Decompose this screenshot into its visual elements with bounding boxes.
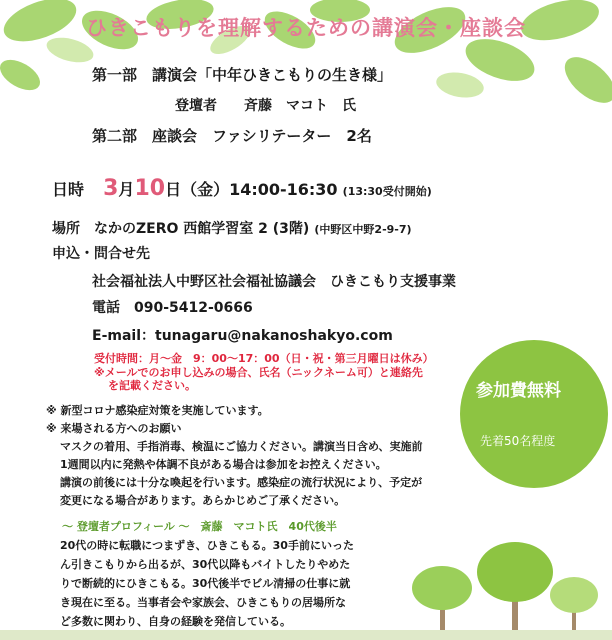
contact-label: 申込・問合せ先 (52, 246, 150, 262)
date-label: 日時 (52, 180, 85, 199)
covid-text: 新型コロナ感染症対策を実施しています。 (60, 404, 269, 417)
phone-number: 電話 090-5412-0666 (92, 300, 253, 316)
part2-text: 第二部 座談会 ファシリテーター 2名 (92, 127, 372, 145)
email-address[interactable]: E-mail：tunagaru@nakanoshakyo.com (92, 328, 393, 344)
date-rest: 日（金）14:00-16:30 (165, 180, 338, 199)
visitor-note (46, 420, 182, 436)
date-line (52, 176, 432, 201)
mail-note-1: ※メールでのお申し込みの場合、氏名（ニックネーム可）と連絡先 (94, 366, 423, 379)
capacity-text: 先着50名程度 (480, 434, 556, 448)
part1-text: 第一部 講演会「中年ひきこもりの生き様」 (92, 66, 393, 84)
trees-decoration (400, 540, 612, 640)
mail-note-2: を記載ください。 (108, 379, 196, 392)
visitor-line: 1週間以内に発熱や体調不良がある場合は参加をお控えください。 (60, 458, 387, 471)
profile-heading: 〜 登壇者プロフィール 〜 斎藤 マコト氏 40代後半 (62, 520, 337, 533)
profile-line: ど多数に関わり、自身の経験を発信している。 (60, 615, 291, 628)
venue-text: 場所 なかのZERO 西館学習室 2 (3階) (52, 221, 310, 237)
speaker-name: 斉藤 マコト 氏 (244, 98, 356, 114)
speaker-label: 登壇者 (175, 98, 217, 114)
page-title: ひきこもりを理解するための講演会・座談会 (86, 16, 526, 40)
profile-line: き現在に至る。当事者会や家族会、ひきこもりの居場所な (60, 596, 346, 609)
profile-line: りで断続的にひきこもる。30代後半でビル清掃の仕事に就 (60, 577, 351, 590)
fee-text: 参加費無料 (476, 381, 561, 401)
note-bullet-icon: ※ (46, 422, 57, 435)
ground-strip (0, 630, 612, 640)
profile-line: 20代の時に転職につまずき、ひきこもる。30手前にいった (60, 539, 354, 552)
date-day: 10 (134, 176, 166, 201)
visitor-line: 変更になる場合があります。あらかじめご了承ください。 (60, 494, 346, 507)
fee-circle (460, 340, 608, 488)
visitor-line: 講演の前後には十分な喚起を行います。感染症の流行状況により、予定が (60, 476, 423, 489)
visitor-line: マスクの着用、手指消毒、検温にご協力ください。講演当日含め、実施前 (60, 440, 423, 453)
profile-line: ん引きこもりから出るが、30代以降もバイトしたりやめた (60, 558, 351, 571)
date-month-unit: 月 (118, 180, 135, 199)
note-bullet-icon: ※ (46, 404, 57, 417)
venue-note: (中野区中野2-9-7) (314, 223, 412, 236)
hours-text: 受付時間：月〜金 9：00〜17：00（日・祝・第三月曜日は休み） (94, 352, 434, 365)
date-month: 3 (103, 176, 119, 201)
visitor-label: 来場される方へのお願い (60, 422, 182, 435)
org-name: 社会福祉法人中野区社会福祉協議会 ひきこもり支援事業 (92, 274, 456, 290)
venue-line (52, 218, 412, 238)
covid-note (46, 402, 269, 418)
date-note: (13:30受付開始) (342, 185, 432, 198)
